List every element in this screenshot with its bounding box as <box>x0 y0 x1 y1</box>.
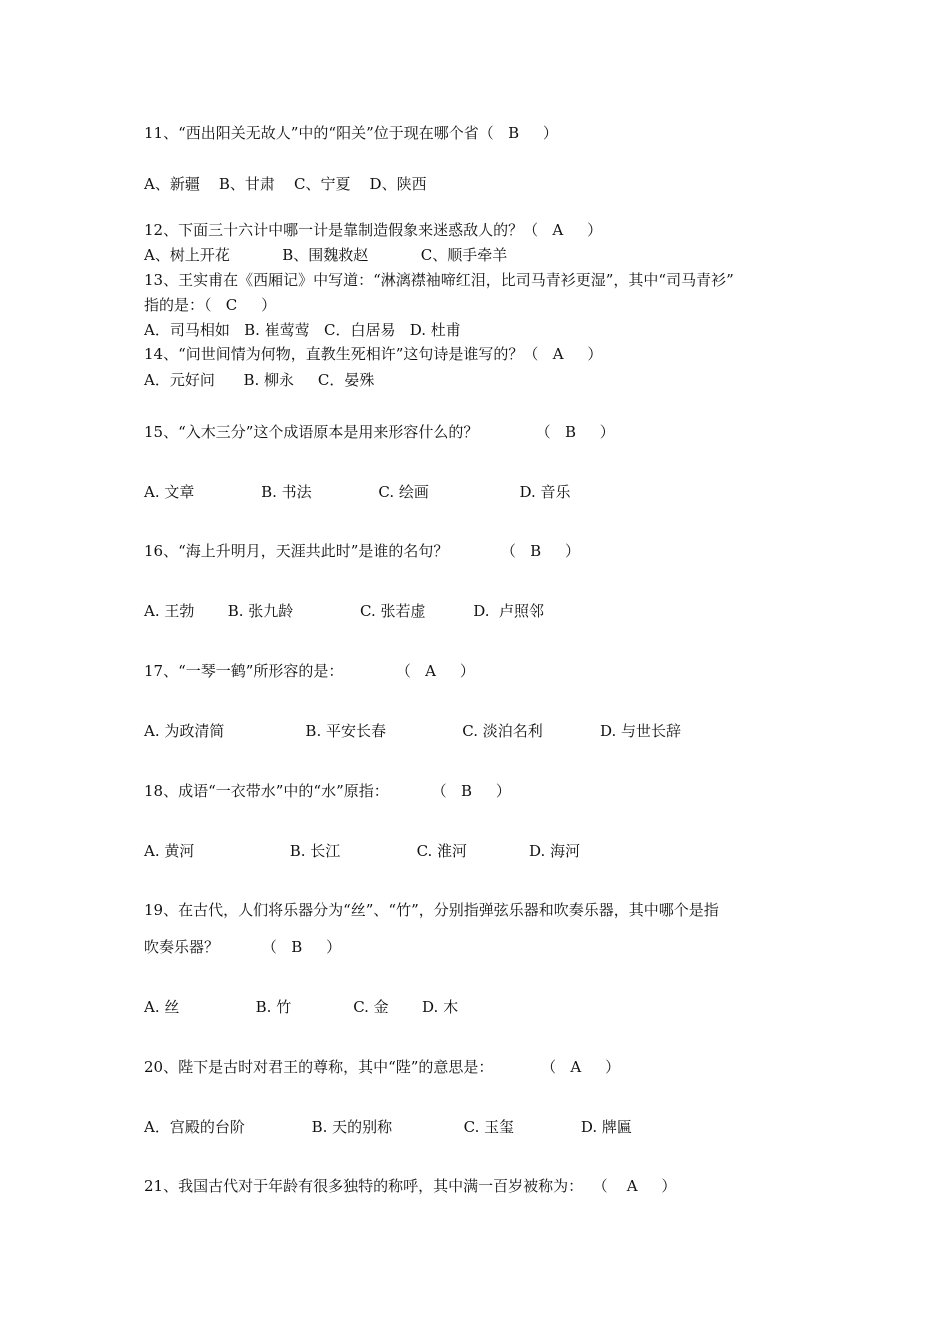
options-12: A、树上开花 B、围魏救赵 C、顺手牵羊 <box>144 246 508 264</box>
question-14: 14、“问世间情为何物，直教生死相许”这句诗是谁写的？（ A ） <box>144 345 603 363</box>
options-13: A．司马相如 B. 崔莺莺 C．白居易 D. 杜甫 <box>144 321 461 339</box>
question-16: 16、“海上升明月，天涯共此时”是谁的名句？ （ B ） <box>144 542 581 560</box>
question-15: 15、“入木三分”这个成语原本是用来形容什么的？ （ B ） <box>144 423 615 441</box>
question-11: 11、“西出阳关无故人”中的“阳关”位于现在哪个省（ B ） <box>144 124 558 142</box>
question-19-cont: 吹奏乐器？ （ B ） <box>144 938 342 956</box>
options-20: A．宫殿的台阶 B. 天的别称 C. 玉玺 D. 牌匾 <box>144 1118 632 1136</box>
question-13-cont: 指的是：（ C ） <box>144 296 277 314</box>
question-13: 13、王实甫在《西厢记》中写道：“淋漓襟袖啼红泪，比司马青衫更湿”，其中“司马青衫” <box>144 271 734 289</box>
options-11: A、新疆 B、甘肃 C、宁夏 D、陕西 <box>144 175 427 193</box>
options-15: A. 文章 B. 书法 C. 绘画 D. 音乐 <box>144 483 571 501</box>
options-18: A. 黄河 B. 长江 C. 淮河 D. 海河 <box>144 842 581 860</box>
options-16: A. 王勃 B. 张九龄 C. 张若虚 D. 卢照邻 <box>144 602 545 620</box>
question-12: 12、下面三十六计中哪一计是靠制造假象来迷惑敌人的？（ A ） <box>144 221 603 239</box>
options-14: A．元好问 B. 柳永 C．晏殊 <box>144 371 375 389</box>
options-17: A. 为政清简 B. 平安长春 C. 淡泊名利 D. 与世长辞 <box>144 722 681 740</box>
question-20: 20、陛下是古时对君王的尊称，其中“陛”的意思是： （ A ） <box>144 1058 621 1076</box>
question-19: 19、在古代，人们将乐器分为“丝”、“竹”，分别指弹弦乐器和吹奏乐器，其中哪个是指 <box>144 901 719 919</box>
options-19: A. 丝 B. 竹 C. 金 D. 木 <box>144 998 459 1016</box>
question-21: 21、我国古代对于年龄有很多独特的称呼，其中满一百岁被称为： （ A ） <box>144 1177 677 1195</box>
question-17: 17、“一琴一鹤”所形容的是： （ A ） <box>144 662 475 680</box>
question-18: 18、成语“一衣带水”中的“水”原指： （ B ） <box>144 782 511 800</box>
